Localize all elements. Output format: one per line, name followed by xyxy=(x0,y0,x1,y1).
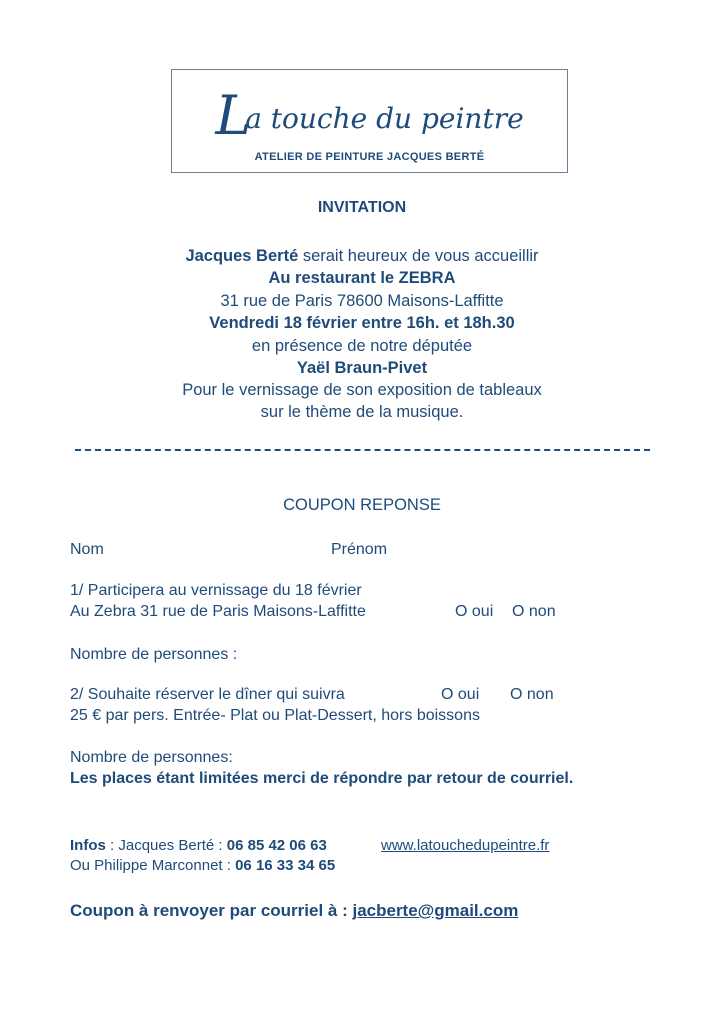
infos-line1 xyxy=(70,835,327,856)
infos-line2-text: Ou Philippe Marconnet : xyxy=(70,857,236,874)
persons1-label: Nombre de personnes : xyxy=(70,646,238,663)
q1-line2: Au Zebra 31 rue de Paris Maisons-Laffitte xyxy=(70,603,366,620)
infos-line2 xyxy=(70,855,335,876)
q2-line2: 25 € par pers. Entrée- Plat ou Plat-Dessert, hors boissons xyxy=(70,707,480,724)
q2-yes-option[interactable]: O oui xyxy=(441,686,480,703)
persons2-label: Nombre de personnes: xyxy=(70,749,233,766)
venue: Au restaurant le ZEBRA xyxy=(268,269,456,287)
presence: en présence de notre députée xyxy=(251,337,473,355)
q2-line1: 2/ Souhaite réserver le dîner qui suivra xyxy=(70,686,345,703)
logo-script xyxy=(172,84,567,147)
host-line xyxy=(0,245,724,267)
cut-line xyxy=(75,449,650,451)
website-link[interactable]: www.latouchedupeintre.fr xyxy=(381,837,550,854)
phone1: 06 85 42 06 63 xyxy=(226,837,327,854)
q1-no-option[interactable]: O non xyxy=(512,603,556,620)
host-rest: serait heureux de vous accueillir xyxy=(298,247,539,265)
coupon-notice: Les places étant limitées merci de répondre par retour de courriel. xyxy=(70,770,574,787)
logo-initial: L xyxy=(215,84,252,147)
logo-script-text: a touche du peintre xyxy=(245,102,524,135)
purpose-line2: sur le thème de la musique. xyxy=(260,403,464,421)
coupon-title: COUPON REPONSE xyxy=(283,496,441,514)
prenom-label: Prénom xyxy=(331,541,388,558)
q1-line1: 1/ Participera au vernissage du 18 février xyxy=(70,582,362,599)
nom-label: Nom xyxy=(70,541,104,558)
email-link[interactable]: jacberte@gmail.com xyxy=(352,901,519,920)
infos-line1-text: : Jacques Berté : xyxy=(105,837,227,854)
logo-box xyxy=(171,69,568,173)
phone2: 06 16 33 34 65 xyxy=(235,857,336,874)
logo-subtitle: ATELIER DE PEINTURE JACQUES BERTÉ xyxy=(254,151,485,163)
footer-coupon-text: Coupon à renvoyer par courriel à : xyxy=(70,901,353,920)
datetime: Vendredi 18 février entre 16h. et 18h.30 xyxy=(209,314,515,332)
host-name: Jacques Berté xyxy=(185,247,299,265)
q1-yes-option[interactable]: O oui xyxy=(455,603,494,620)
footer-line xyxy=(70,900,518,921)
address: 31 rue de Paris 78600 Maisons-Laffitte xyxy=(220,292,504,310)
invitation-heading: INVITATION xyxy=(317,199,407,216)
guest: Yaël Braun-Pivet xyxy=(296,359,428,377)
infos-label: Infos xyxy=(70,837,106,854)
purpose-line1: Pour le vernissage de son exposition de tableaux xyxy=(182,381,542,399)
q2-no-option[interactable]: O non xyxy=(510,686,554,703)
